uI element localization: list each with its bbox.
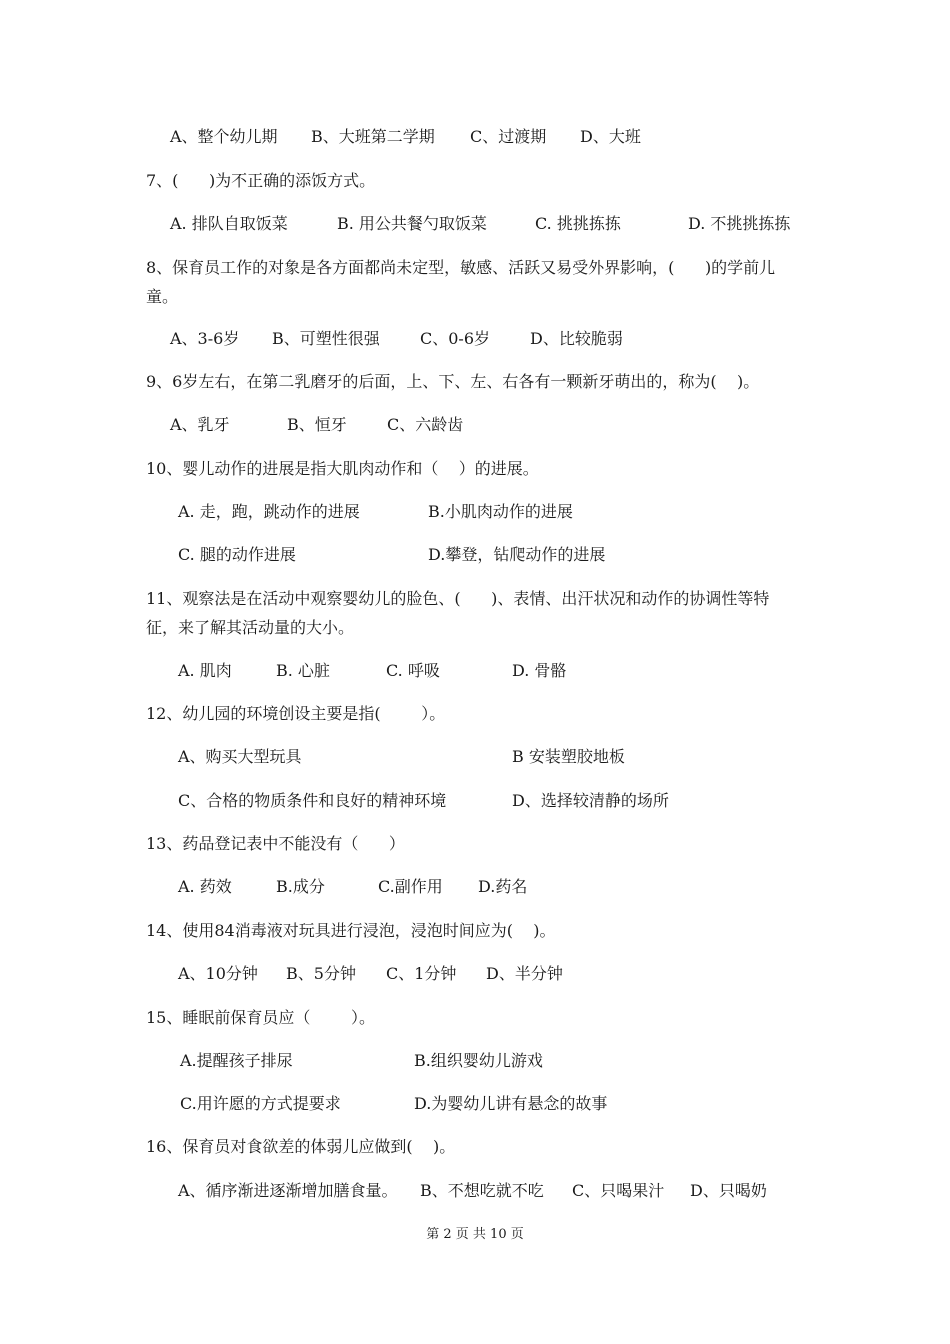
q14-option-b: B、5分钟 bbox=[286, 964, 356, 983]
q6-option-b: B、大班第二学期 bbox=[311, 127, 435, 146]
q16-option-c: C、只喝果汁 bbox=[572, 1181, 665, 1200]
q15-option-a: A.提醒孩子排尿 bbox=[180, 1051, 293, 1070]
q16-stem: 16、保育员对食欲差的体弱儿应做到( )。 bbox=[146, 1137, 456, 1156]
q12-option-d: D、选择较清静的场所 bbox=[512, 791, 669, 810]
q13-option-c: C.副作用 bbox=[378, 877, 443, 896]
q14-option-a: A、10分钟 bbox=[178, 964, 258, 983]
q6-option-d: D、大班 bbox=[580, 127, 641, 146]
q16-option-b: B、不想吃就不吃 bbox=[420, 1181, 544, 1200]
q15-option-c: C.用许愿的方式提要求 bbox=[180, 1094, 341, 1113]
q9-option-a: A、乳牙 bbox=[170, 415, 230, 434]
q15-option-b: B.组织婴幼儿游戏 bbox=[414, 1051, 543, 1070]
q7-option-b: B. 用公共餐勺取饭菜 bbox=[337, 214, 487, 233]
q15-option-d: D.为婴幼儿讲有悬念的故事 bbox=[414, 1094, 608, 1113]
q16-option-a: A、循序渐进逐渐增加膳食量。 bbox=[178, 1181, 398, 1200]
page-number-footer: 第 2 页 共 10 页 bbox=[426, 1227, 524, 1242]
q16-option-d: D、只喝奶 bbox=[690, 1181, 767, 1200]
q10-option-c: C. 腿的动作进展 bbox=[178, 545, 296, 564]
q8-stem-line2: 童。 bbox=[146, 287, 179, 306]
q11-stem-line2: 征，来了解其活动量的大小。 bbox=[146, 618, 355, 637]
q11-option-c: C. 呼吸 bbox=[386, 661, 440, 680]
q13-option-a: A. 药效 bbox=[178, 877, 232, 896]
q9-option-b: B、恒牙 bbox=[287, 415, 347, 434]
q10-option-d: D.攀登，钻爬动作的进展 bbox=[428, 545, 606, 564]
q13-stem: 13、药品登记表中不能没有（ ） bbox=[146, 834, 405, 853]
q12-option-a: A、购买大型玩具 bbox=[178, 747, 302, 766]
q14-stem: 14、使用84消毒液对玩具进行浸泡，浸泡时间应为( )。 bbox=[146, 921, 556, 940]
q13-option-b: B.成分 bbox=[276, 877, 325, 896]
q10-option-a: A. 走，跑，跳动作的进展 bbox=[178, 502, 360, 521]
q6-option-c: C、过渡期 bbox=[470, 127, 547, 146]
q13-option-d: D.药名 bbox=[478, 877, 528, 896]
q7-stem: 7、( )为不正确的添饭方式。 bbox=[146, 171, 376, 190]
q9-option-c: C、六龄齿 bbox=[387, 415, 464, 434]
q11-option-b: B. 心脏 bbox=[276, 661, 330, 680]
q7-option-a: A. 排队自取饭菜 bbox=[170, 214, 288, 233]
q12-option-b: B 安装塑胶地板 bbox=[512, 747, 625, 766]
q10-stem: 10、婴儿动作的进展是指大肌肉动作和（ ）的进展。 bbox=[146, 459, 539, 478]
q9-stem: 9、6岁左右，在第二乳磨牙的后面，上、下、左、右各有一颗新牙萌出的，称为( )。 bbox=[146, 372, 760, 391]
q8-stem-line1: 8、保育员工作的对象是各方面都尚未定型，敏感、活跃又易受外界影响，( )的学前儿 bbox=[146, 258, 776, 277]
q11-option-a: A. 肌肉 bbox=[178, 661, 232, 680]
q11-option-d: D. 骨骼 bbox=[512, 661, 567, 680]
q11-stem-line1: 11、观察法是在活动中观察婴幼儿的脸色、( )、表情、出汗状况和动作的协调性等特 bbox=[146, 589, 770, 608]
q8-option-d: D、比较脆弱 bbox=[530, 329, 623, 348]
q8-option-c: C、0-6岁 bbox=[420, 329, 491, 348]
q14-option-c: C、1分钟 bbox=[386, 964, 457, 983]
q14-option-d: D、半分钟 bbox=[486, 964, 563, 983]
q12-stem: 12、幼儿园的环境创设主要是指( ）。 bbox=[146, 704, 446, 723]
q10-option-b: B.小肌肉动作的进展 bbox=[428, 502, 573, 521]
q8-option-a: A、3-6岁 bbox=[170, 329, 240, 348]
q15-stem: 15、睡眠前保育员应（ ）。 bbox=[146, 1008, 376, 1027]
q8-option-b: B、可塑性很强 bbox=[272, 329, 380, 348]
q6-option-a: A、整个幼儿期 bbox=[170, 127, 278, 146]
q7-option-d: D. 不挑挑拣拣 bbox=[688, 214, 791, 233]
q7-option-c: C. 挑挑拣拣 bbox=[535, 214, 621, 233]
q12-option-c: C、合格的物质条件和良好的精神环境 bbox=[178, 791, 447, 810]
